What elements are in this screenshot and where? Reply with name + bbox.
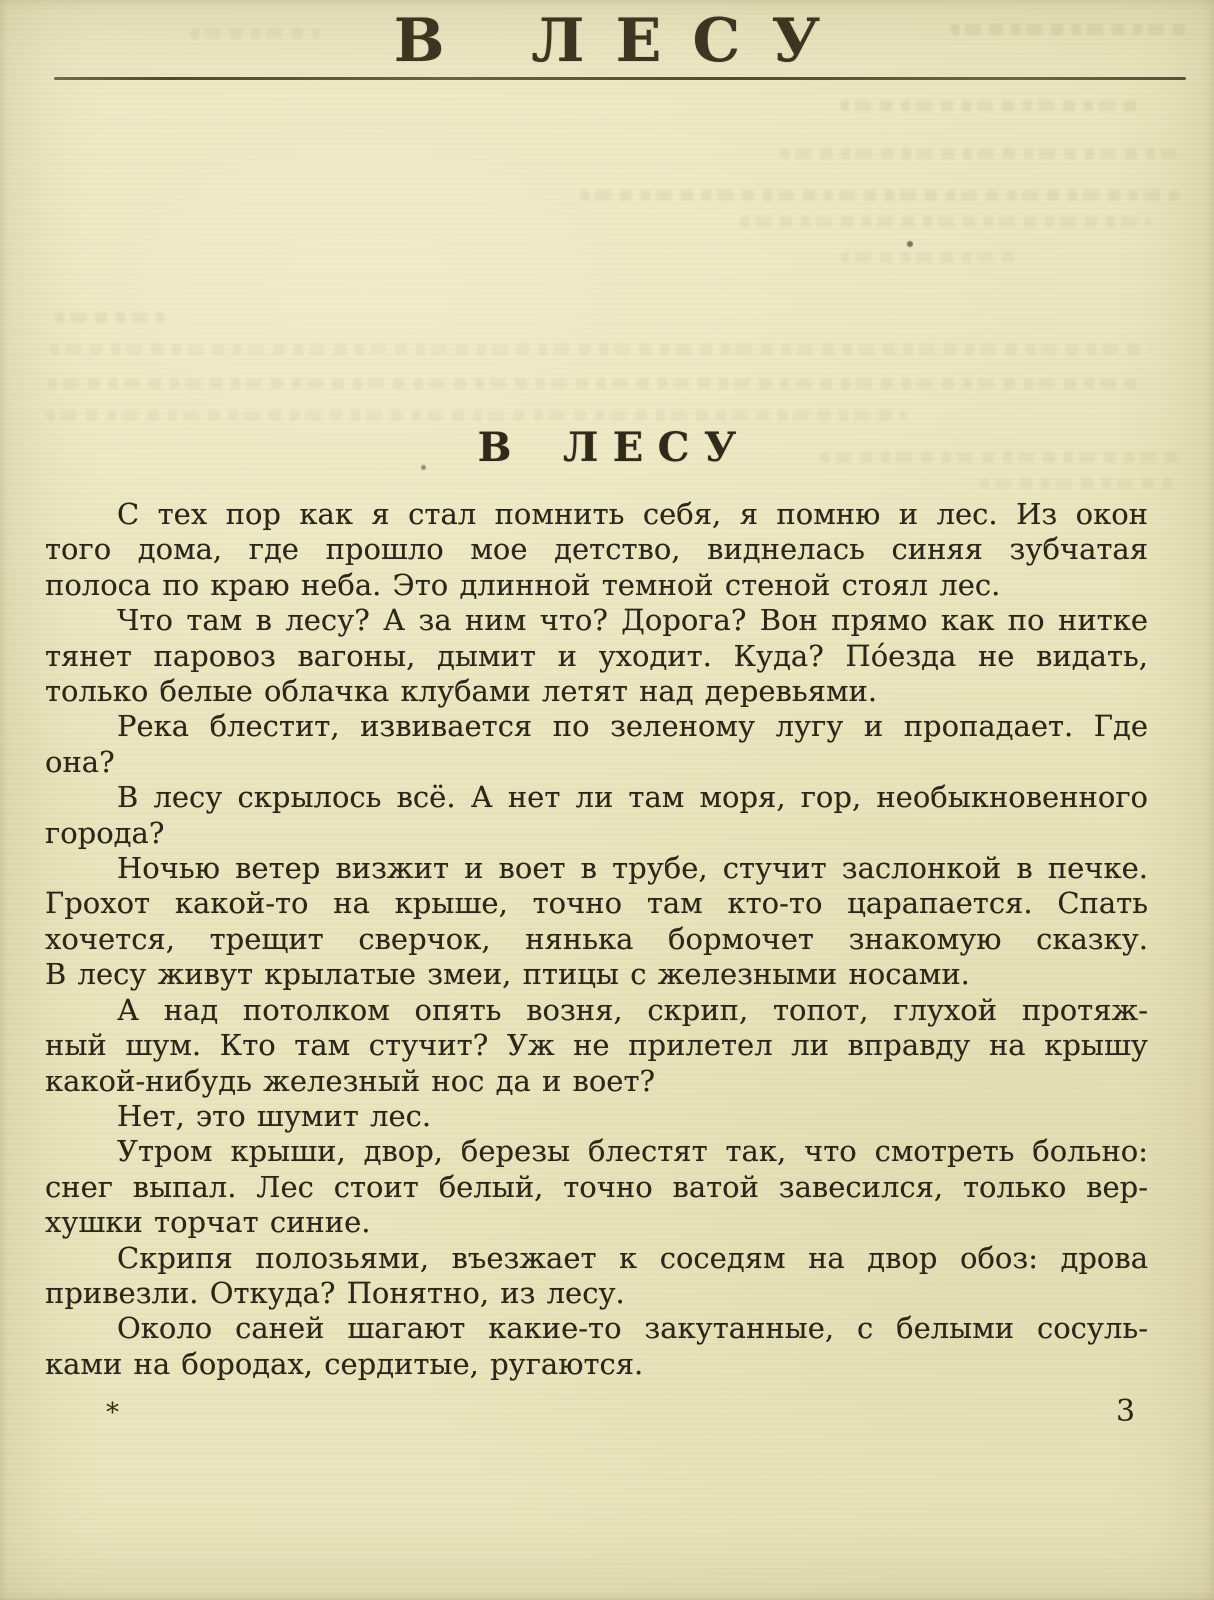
paragraph [45, 1311, 1148, 1382]
text-line: хочется, трещит сверчок, нянька бормочет знакомую сказку. [45, 921, 1148, 956]
paragraph [45, 1099, 1148, 1134]
bleedthrough-smudge [980, 478, 1180, 489]
text-line: Ночью ветер визжит и воет в трубе, стучит заслонкой в печке. [117, 851, 1148, 886]
text-line: привезли. Откуда? Понятно, из лесу. [45, 1275, 625, 1310]
bleedthrough-smudge [50, 344, 1150, 355]
section-title: В ЛЕСУ [477, 424, 751, 471]
text-line: А над потолком опять возня, скрип, топот, глухой протяж- [117, 992, 1148, 1027]
bleedthrough-smudge [46, 410, 906, 421]
running-title: В ЛЕСУ [393, 6, 852, 76]
paragraph [45, 603, 1148, 709]
text-line: она? [45, 744, 115, 779]
text-line: города? [45, 815, 165, 850]
text-line: какой-нибудь железный нос да и воет? [45, 1063, 656, 1098]
text-line: ный шум. Кто там стучит? Уж не прилетел ли вправду на крышу [45, 1028, 1148, 1063]
divider-rule [54, 77, 1186, 80]
text-line: Река блестит, извивается по зеленому лугу и пропадает. Где [117, 709, 1148, 744]
text-line: Нет, это шумит лес. [117, 1098, 432, 1133]
bleedthrough-smudge [48, 378, 1138, 389]
paragraph [45, 780, 1148, 851]
bleedthrough-smudge [55, 312, 165, 323]
text-line: тянет паровоз вагоны, дымит и уходит. Куда? По́езда не видать, [45, 638, 1148, 673]
text-line: Грохот какой-то на крыше, точно там кто-то царапается. Спать [45, 886, 1148, 921]
text-line: снег выпал. Лес стоит белый, точно ватой завесился, только вер- [45, 1169, 1148, 1204]
paragraph [45, 1134, 1148, 1240]
text-line: Что там в лесу? А за ним что? Дорога? Вон прямо как по нитке [117, 603, 1148, 638]
paragraph [45, 851, 1148, 993]
paragraph [45, 993, 1148, 1099]
text-line: только белые облачка клубами летят над деревьями. [45, 674, 878, 709]
page-number: 3 [1116, 1394, 1136, 1429]
text-line: полоса по краю неба. Это длинной темной стеной стоял лес. [45, 567, 1001, 602]
text-line: В лесу скрылось всё. А нет ли там моря, гор, необыкновенного [117, 780, 1148, 815]
paragraph [45, 497, 1148, 603]
bleedthrough-smudge [780, 148, 1180, 159]
footnote-mark: * [106, 1398, 119, 1428]
bleedthrough-smudge [740, 216, 1150, 227]
text-line: ками на бородах, сердитые, ругаются. [45, 1346, 644, 1381]
paragraph [45, 709, 1148, 780]
text-line: Утром крыши, двор, березы блестят так, что смотреть больно: [117, 1134, 1148, 1169]
text-line: хушки торчат синие. [45, 1205, 371, 1240]
bleedthrough-smudge [840, 252, 1020, 263]
text-line: В лесу живут крылатые змеи, птицы с железными носами. [45, 957, 970, 992]
text-line: того дома, где прошло мое детство, виднелась синяя зубчатая [45, 532, 1148, 567]
text-line: С тех пор как я стал помнить себя, я помню и лес. Из окон [117, 497, 1148, 531]
body-text [45, 497, 1148, 1382]
paragraph [45, 1241, 1148, 1312]
text-line: Скрипя полозьями, въезжает к соседям на двор обоз: дрова [117, 1240, 1148, 1275]
bleedthrough-smudge [580, 190, 1180, 201]
text-line: Около саней шагают какие-то закутанные, с белыми сосуль- [117, 1311, 1148, 1346]
bleedthrough-smudge [840, 100, 1140, 111]
ink-speck [907, 241, 913, 247]
